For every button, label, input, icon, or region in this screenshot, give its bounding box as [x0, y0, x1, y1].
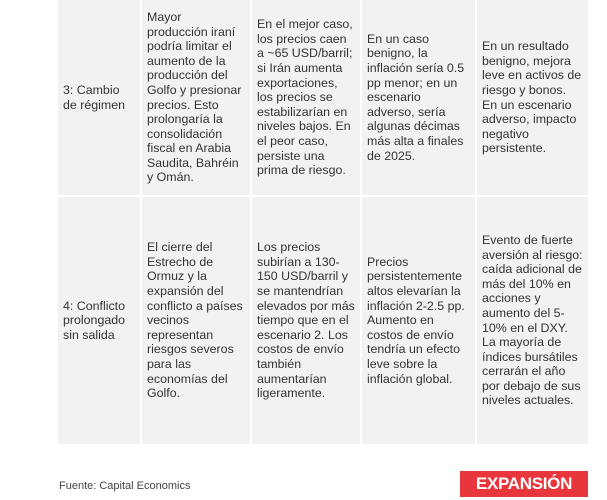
- table-cell: [475, 197, 588, 444]
- scenario-cell: [58, 197, 140, 444]
- scenarios-table: [58, 0, 588, 444]
- scenario-label: 4: Conflicto prolongado sin salida: [63, 298, 126, 342]
- expansion-logo[interactable]: EXPANSIÓN: [460, 471, 588, 497]
- table-cell: [475, 0, 588, 195]
- scenario-label: 3: Cambio de régimen: [63, 82, 125, 112]
- table-row: [58, 0, 588, 195]
- scenario-cell: [58, 0, 140, 195]
- table-cell: [140, 197, 250, 444]
- cell-text: Precios persistentemente altos elevarían la inflación 2-2.5 pp. Aumento en costos de envío tendría un efecto leve sobre la inflación global.: [367, 254, 465, 386]
- cell-text: El cierre del Estrecho de Ormuz y la expansión del conflicto a países vecinos representan riesgos severos para las economías del Golfo.: [147, 240, 243, 401]
- cell-text: En un resultado benigno, mejora leve en activos de riesgo y bonos. En un escenario adverso, impacto negativo persistente.: [482, 39, 582, 156]
- table-cell: [360, 0, 475, 195]
- table-cell: [250, 0, 360, 195]
- cell-text: Evento de fuerte aversión al riesgo: caída adicional de más del 10% en acciones y aumento del 5-10% en el DXY. La mayoría de índices bursátiles cerrarán el año por debajo de sus niveles actuales.: [482, 232, 583, 408]
- cell-text: En un caso benigno, la inflación sería 0.5 pp menor; en un escenario adverso, sería algunas décimas más alta a finales de 2025.: [367, 31, 465, 163]
- cell-text: Mayor producción iraní podría limitar el aumento de la producción del Golfo y presionar precios. Esto prolongaría la consolidación fiscal en Arabia Saudita, Bahréin y Omán.: [147, 9, 242, 185]
- table-row: [58, 195, 588, 444]
- cell-text: Los precios subirían a 130-150 USD/barril y se mantendrían elevados por más tiempo que en el escenario 2. Los costos de envío también aumentarían ligeramente.: [257, 240, 355, 401]
- table-cell: [360, 197, 475, 444]
- table-cell: [140, 0, 250, 195]
- table-cell: [250, 197, 360, 444]
- source-note: Fuente: Capital Economics: [59, 480, 191, 492]
- cell-text: En el mejor caso, los precios caen a ~65 USD/barril; si Irán aumenta exportaciones, los precios se estabilizarían en niveles bajos. En el peor caso, persiste una prima de riesgo.: [257, 17, 353, 178]
